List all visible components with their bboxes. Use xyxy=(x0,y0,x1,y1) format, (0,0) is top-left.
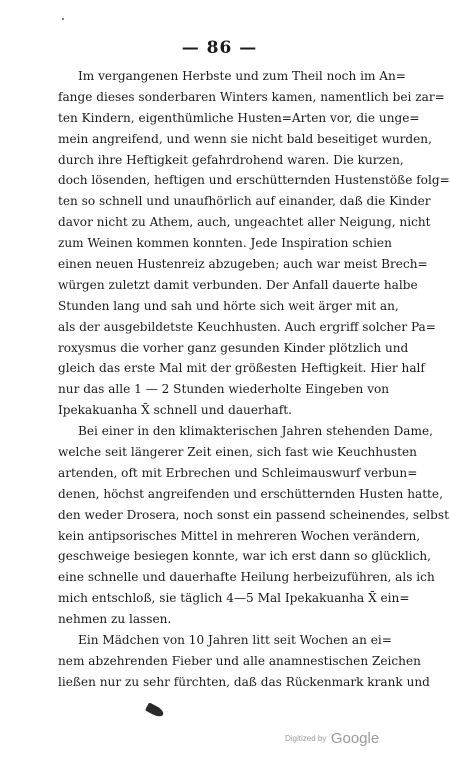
text-line: nehmen zu lassen. xyxy=(58,612,172,627)
text-line: durch ihre Heftigkeit gefahrdrohend waren. Die kurzen, xyxy=(58,152,404,167)
text-line: Im vergangenen Herbste und zum Theil noch im An= xyxy=(78,69,406,83)
text-line: welche seit längerer Zeit einen, sich fast wie Keuchhusten xyxy=(58,445,417,460)
text-line: Stunden lang und sah und hörte sich weit ärger mit an, xyxy=(58,298,399,313)
text-line: als der ausgebildetste Keuchhusten. Auch ergriff solcher Pa= xyxy=(58,319,436,334)
page-number-header: — 86 — xyxy=(181,38,258,58)
text-line: kein antipsorisches Mittel in mehreren Wochen verändern, xyxy=(58,528,421,543)
text-line: fange dieses sonderbaren Winters kamen, namentlich bei zar= xyxy=(58,89,445,104)
text-line: denen, höchst angreifenden und erschütternden Husten hatte, xyxy=(58,486,443,501)
text-line: gleich das erste Mal mit der größesten Heftigkeit. Hier half xyxy=(58,361,425,376)
text-line: artenden, oft mit Erbrechen und Schleimauswurf verbun= xyxy=(58,465,418,480)
text-line: ten Kindern, eigenthümliche Husten=Arten vor, die unge= xyxy=(58,110,420,125)
digitized-watermark xyxy=(285,730,379,748)
text-line: mein angreifend, und wenn sie nicht bald beseitiget wurden, xyxy=(58,131,432,146)
text-line: nur das alle 1 — 2 Stunden wiederholte Eingeben von xyxy=(58,382,390,397)
text-line: geschweige besiegen konnte, war ich erst dann so glücklich, xyxy=(58,549,431,564)
text-line: zum Weinen kommen konnten. Jede Inspiration schien xyxy=(58,236,392,251)
text-line: mich entschloß, sie täglich 4—5 Mal Ipekakuanha X̄ ein= xyxy=(58,591,410,606)
text-line: ließen nur zu sehr fürchten, daß das Rückenmark krank und xyxy=(58,674,430,689)
text-line: Bei einer in den klimakterischen Jahren stehenden Dame, xyxy=(78,424,433,439)
text-line: eine schnelle und dauerhafte Heilung herbeizuführen, als ich xyxy=(58,570,435,585)
text-line: davor nicht zu Athem, auch, ungeachtet aller Neigung, nicht xyxy=(58,215,431,230)
text-line: Ein Mädchen von 10 Jahren litt seit Wochen an ei= xyxy=(78,633,392,648)
text-line: würgen zuletzt damit verbunden. Der Anfall dauerte halbe xyxy=(58,277,418,292)
text-line: einen neuen Hustenreiz abzugeben; auch war meist Brech= xyxy=(58,257,428,272)
watermark-prefix: Digitized by xyxy=(285,734,327,743)
text-line: Ipekakuanha X̄ schnell und dauerhaft. xyxy=(58,403,292,418)
body-text xyxy=(58,66,450,693)
text-line: roxysmus die vorher ganz gesunden Kinder plötzlich und xyxy=(58,340,409,355)
google-logo: Google xyxy=(330,730,380,747)
text-line: ten so schnell und unaufhörlich auf einander, daß die Kinder xyxy=(58,194,431,209)
text-line: nem abzehrenden Fieber und alle anamnestischen Zeichen xyxy=(58,653,421,668)
text-line: den weder Drosera, noch sonst ein passend scheinendes, selbst xyxy=(58,507,449,522)
page-speck xyxy=(62,18,64,20)
ink-blot xyxy=(145,702,165,718)
text-line: doch lösenden, heftigen und erschütternden Hustenstöße folg= xyxy=(58,173,450,188)
